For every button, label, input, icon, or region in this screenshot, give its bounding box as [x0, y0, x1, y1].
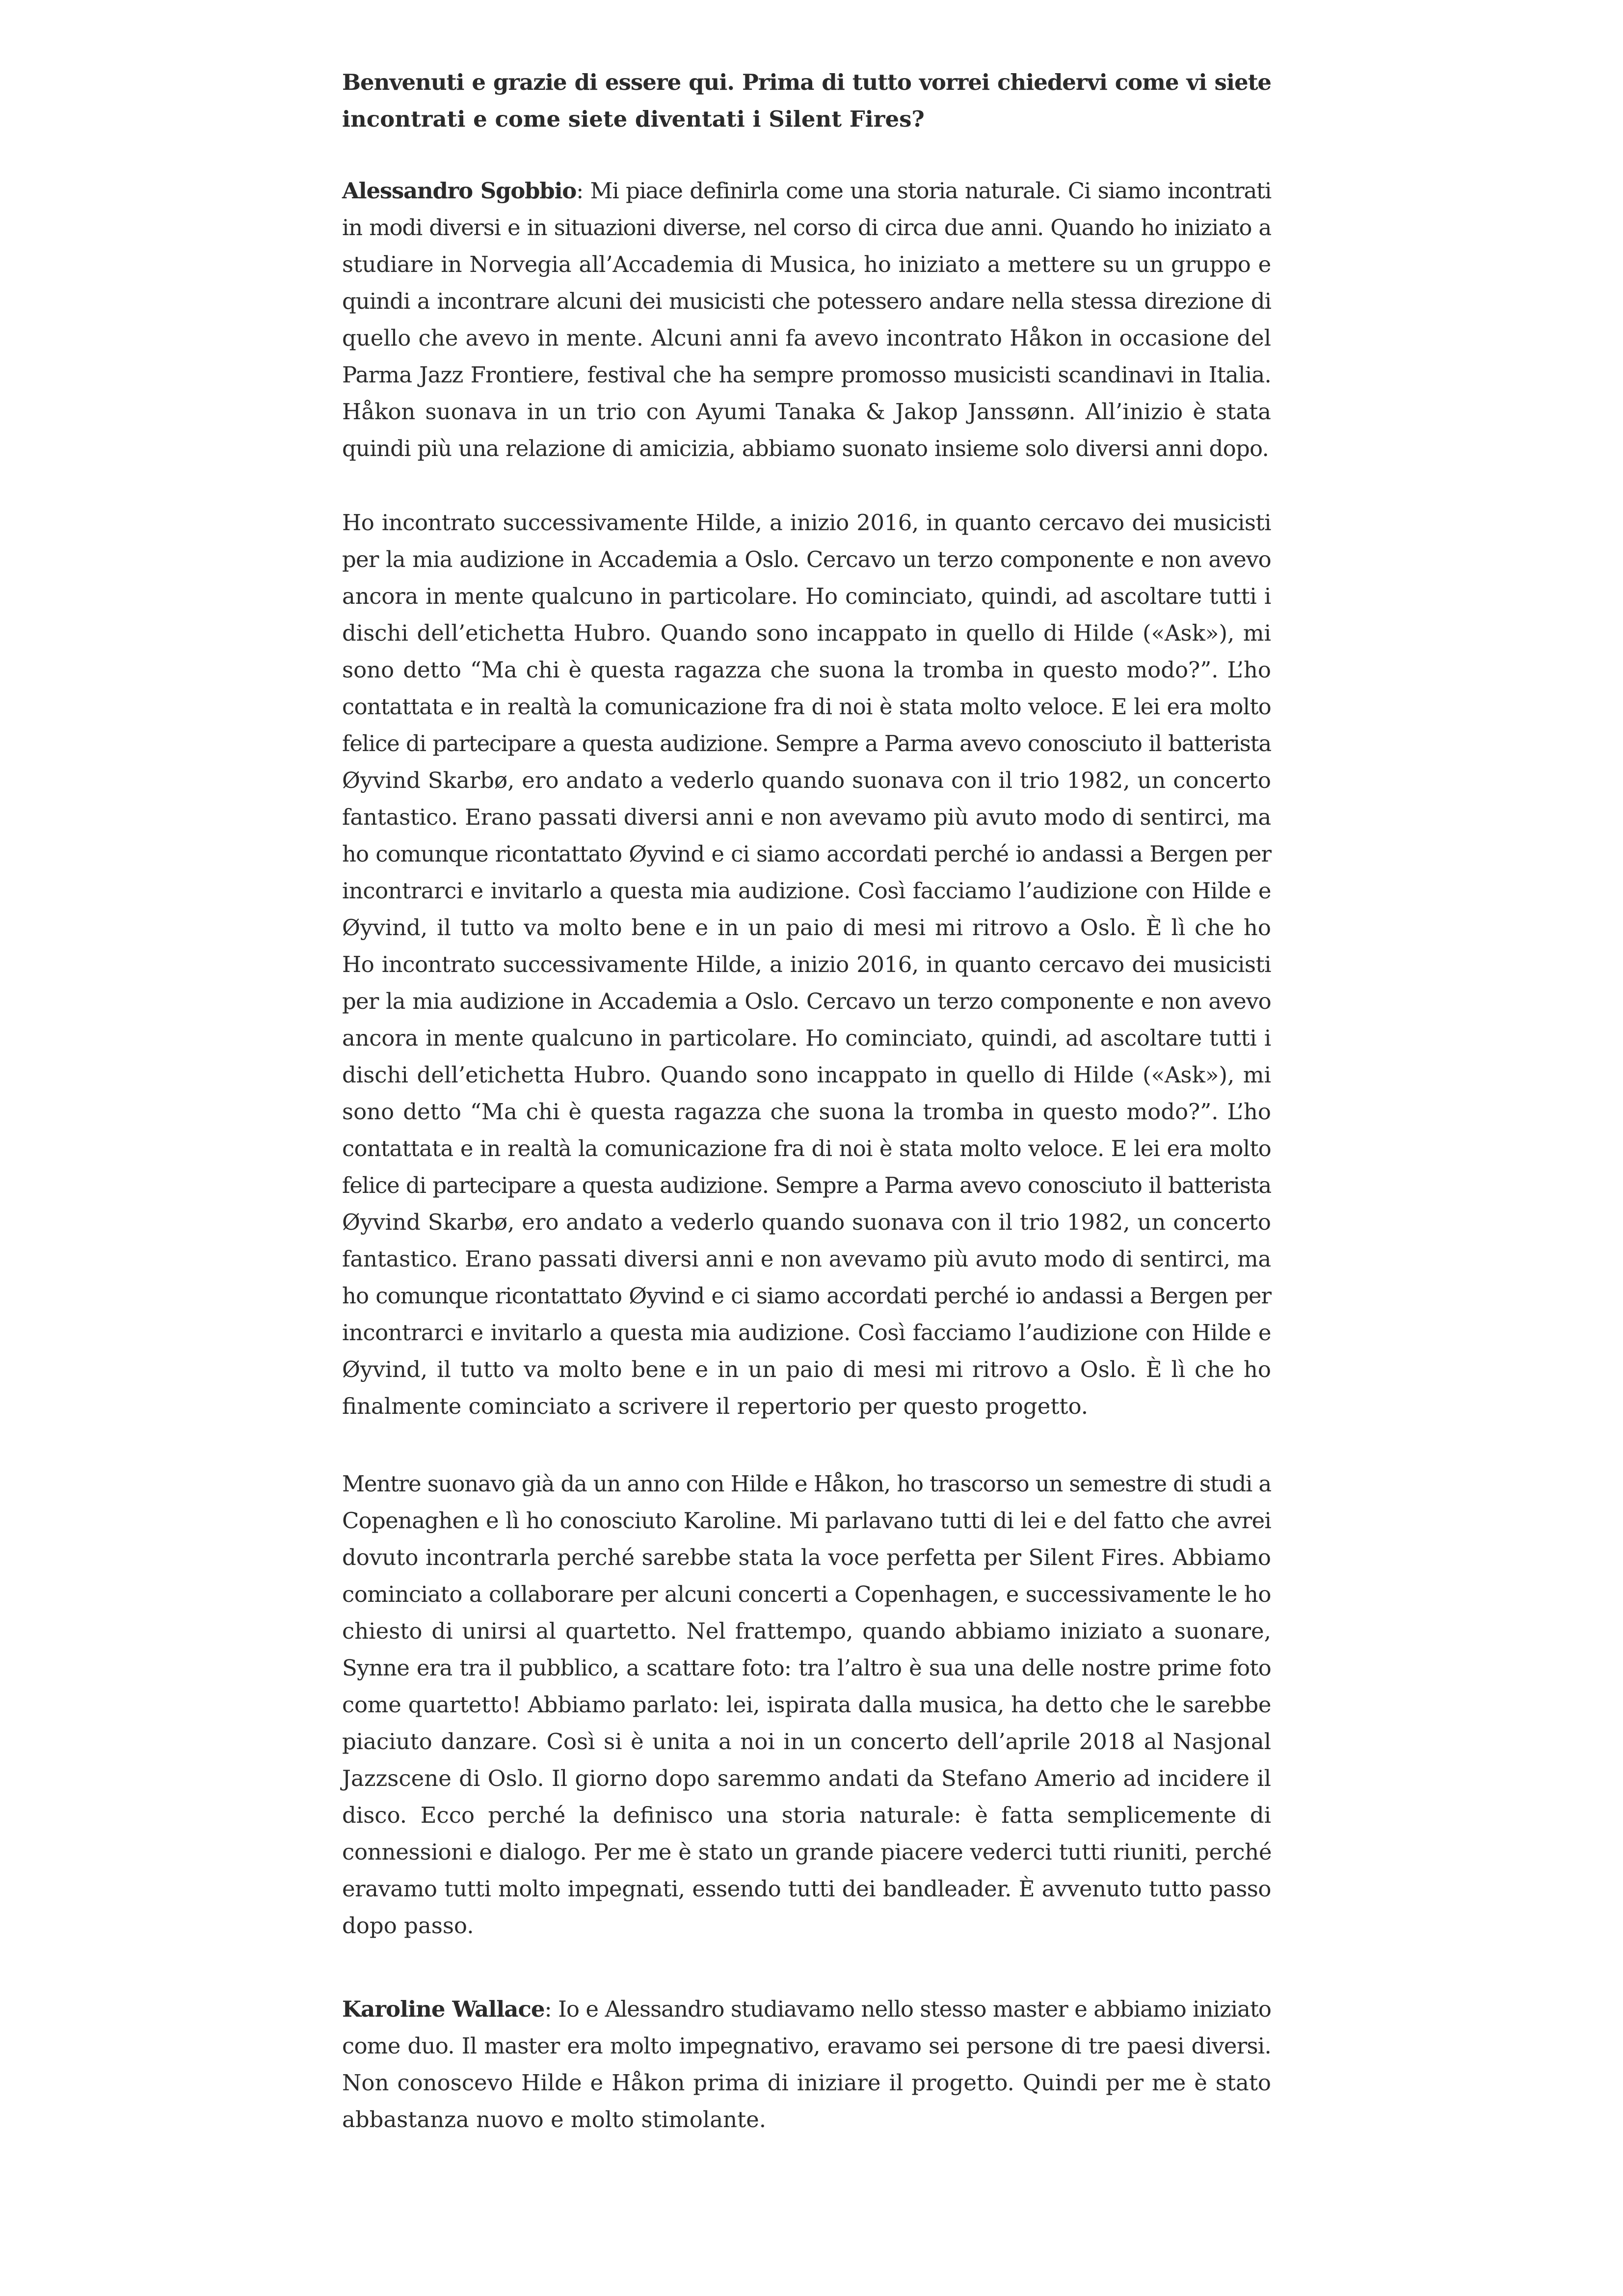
paragraph-line: Øyvind Skarbø, ero andato a vederlo quando suonava con il trio 1982, un concerto [342, 767, 1271, 793]
paragraph-line: Parma Jazz Frontiere, festival che ha sempre promosso musicisti scandinavi in Italia. [342, 362, 1271, 388]
paragraph-line: Ho incontrato successivamente Hilde, a inizio 2016, in quanto cercavo dei musicisti [342, 510, 1271, 536]
paragraph-hilde [342, 504, 1271, 1425]
speaker-name: Alessandro Sgobbio [342, 178, 577, 204]
paragraph-karoline-synne [342, 1465, 1271, 1944]
paragraph-line: per la mia audizione in Accademia a Oslo. Cercavo un terzo componente e non avevo [342, 546, 1271, 572]
answer-first-line [342, 1991, 1271, 2027]
paragraph-line: fantastico. Erano passati diversi anni e non avevamo più avuto modo di sentirci, ma [342, 1246, 1271, 1272]
paragraph-line: Copenaghen e lì ho conosciuto Karoline. Mi parlavano tutti di lei e del fatto che avrei [342, 1508, 1271, 1534]
paragraph-line: Håkon suonava in un trio con Ayumi Tanaka & Jakop Janssønn. All’inizio è stata [342, 399, 1271, 425]
answer-first-line [342, 172, 1271, 209]
paragraph-line: per la mia audizione in Accademia a Oslo. Cercavo un terzo componente e non avevo [342, 988, 1271, 1014]
paragraph-line: cominciato a collaborare per alcuni concerti a Copenhagen, e successivamente le ho [342, 1581, 1271, 1607]
paragraph-line: incontrarci e invitarlo a questa mia audizione. Così facciamo l’audizione con Hilde e [342, 1320, 1271, 1346]
paragraph-line: in modi diversi e in situazioni diverse, nel corso di circa due anni. Quando ho iniziato a [342, 215, 1271, 241]
paragraph-line: chiesto di unirsi al quartetto. Nel frattempo, quando abbiamo iniziato a suonare, [342, 1618, 1271, 1644]
paragraph-line: connessioni e dialogo. Per me è stato un grande piacere vederci tutti riuniti, perché [342, 1839, 1272, 1865]
paragraph-line: finalmente cominciato a scrivere il repertorio per questo progetto. [342, 1393, 1089, 1419]
paragraph-line: felice di partecipare a questa audizione. Sempre a Parma avevo conosciuto il batterista [342, 1172, 1271, 1198]
paragraph-line: quindi più una relazione di amicizia, abbiamo suonato insieme solo diversi anni dopo. [342, 435, 1269, 461]
answer-alessandro [342, 172, 1271, 467]
paragraph-line: quello che avevo in mente. Alcuni anni fa avevo incontrato Håkon in occasione del [342, 325, 1271, 351]
answer-karoline [342, 1991, 1271, 2138]
paragraph-line: Ho incontrato successivamente Hilde, a inizio 2016, in quanto cercavo dei musicisti [342, 951, 1271, 977]
paragraph-line: dopo passo. [342, 1913, 474, 1939]
paragraph-line: come quartetto! Abbiamo parlato: lei, ispirata dalla musica, ha detto che le sarebbe [342, 1692, 1272, 1718]
speaker-name: Karoline Wallace [342, 1996, 545, 2022]
paragraph-line: abbastanza nuovo e molto stimolante. [342, 2107, 767, 2133]
paragraph-line: Øyvind, il tutto va molto bene e in un paio di mesi mi ritrovo a Oslo. È lì che ho [342, 1356, 1271, 1382]
paragraph-line: fantastico. Erano passati diversi anni e non avevamo più avuto modo di sentirci, ma [342, 804, 1271, 830]
paragraph-line: disco. Ecco perché la definisco una storia naturale: è fatta semplicemente di [342, 1802, 1271, 1828]
paragraph-line: dischi dell’etichetta Hubro. Quando sono incappato in quello di Hilde («Ask»), mi [342, 1062, 1271, 1088]
paragraph-line: Synne era tra il pubblico, a scattare foto: tra l’altro è sua una delle nostre prime foto [342, 1655, 1271, 1681]
paragraph-line: incontrarci e invitarlo a questa mia audizione. Così facciamo l’audizione con Hilde e [342, 878, 1271, 904]
paragraph-line: contattata e in realtà la comunicazione fra di noi è stata molto veloce. E lei era molto [342, 1135, 1271, 1162]
paragraph-line: Øyvind Skarbø, ero andato a vederlo quando suonava con il trio 1982, un concerto [342, 1209, 1271, 1235]
question-line: Benvenuti e grazie di essere qui. Prima di tutto vorrei chiedervi come vi siete [342, 69, 1271, 95]
question-line: incontrati e come siete diventati i Silent Fires? [342, 106, 925, 132]
paragraph-line: dischi dell’etichetta Hubro. Quando sono incappato in quello di Hilde («Ask»), mi [342, 620, 1271, 646]
answer-text: : Mi piace definirla come una storia naturale. Ci siamo incontrati [576, 178, 1271, 204]
paragraph-line: ancora in mente qualcuno in particolare. Ho cominciato, quindi, ad ascoltare tutti i [342, 583, 1271, 609]
paragraph-line: piaciuto danzare. Così si è unita a noi in un concerto dell’aprile 2018 al Nasjonal [342, 1729, 1271, 1755]
paragraph-line: felice di partecipare a questa audizione. Sempre a Parma avevo conosciuto il batterista [342, 730, 1271, 756]
paragraph-line: sono detto “Ma chi è questa ragazza che suona la tromba in questo modo?”. L’ho [342, 1099, 1271, 1125]
paragraph-line: quindi a incontrare alcuni dei musicisti che potessero andare nella stessa direzione di [342, 288, 1271, 314]
paragraph-line: sono detto “Ma chi è questa ragazza che suona la tromba in questo modo?”. L’ho [342, 657, 1271, 683]
paragraph-line: Øyvind, il tutto va molto bene e in un paio di mesi mi ritrovo a Oslo. È lì che ho [342, 915, 1271, 941]
paragraph-line: Mentre suonavo già da un anno con Hilde e Håkon, ho trascorso un semestre di studi a [342, 1471, 1271, 1497]
paragraph-line: ho comunque ricontattato Øyvind e ci siamo accordati perché io andassi a Bergen per [342, 841, 1271, 867]
paragraph-line: ho comunque ricontattato Øyvind e ci siamo accordati perché io andassi a Bergen per [342, 1283, 1271, 1309]
interview-question [342, 64, 1271, 137]
paragraph-line: eravamo tutti molto impegnati, essendo tutti dei bandleader. È avvenuto tutto passo [342, 1876, 1271, 1902]
paragraph-line: come duo. Il master era molto impegnativo, eravamo sei persone di tre paesi diversi. [342, 2033, 1271, 2059]
answer-text: : Io e Alessandro studiavamo nello stesso master e abbiamo iniziato [544, 1996, 1271, 2022]
paragraph-line: Non conoscevo Hilde e Håkon prima di iniziare il progetto. Quindi per me è stato [342, 2070, 1271, 2096]
paragraph-line: Jazzscene di Oslo. Il giorno dopo saremmo andati da Stefano Amerio ad incidere il [342, 1765, 1271, 1791]
paragraph-line: ancora in mente qualcuno in particolare. Ho cominciato, quindi, ad ascoltare tutti i [342, 1025, 1271, 1051]
paragraph-line: studiare in Norvegia all’Accademia di Musica, ho iniziato a mettere su un gruppo e [342, 251, 1271, 277]
paragraph-line: contattata e in realtà la comunicazione fra di noi è stata molto veloce. E lei era molto [342, 694, 1271, 720]
paragraph-line: dovuto incontrarla perché sarebbe stata la voce perfetta per Silent Fires. Abbiamo [342, 1544, 1271, 1570]
